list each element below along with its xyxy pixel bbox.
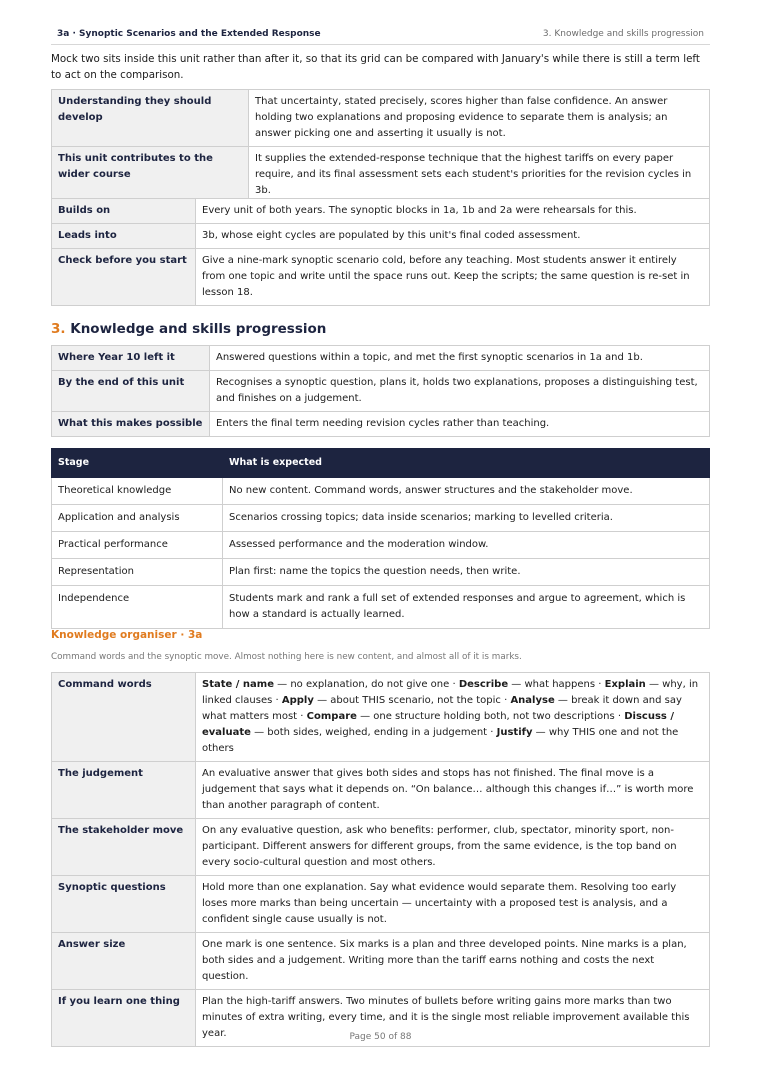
- intro-paragraph: Mock two sits inside this unit rather than after it, so that its grid can be compared with January's while there is still a term left to act on the comparison.: [51, 53, 700, 81]
- separator: ·: [297, 711, 307, 722]
- separator: ·: [595, 679, 605, 690]
- expected-cell: Scenarios crossing topics; data inside scenarios; marking to levelled criteria.: [223, 505, 710, 532]
- table-row: [52, 586, 710, 629]
- command-word-def: — what happens: [508, 679, 596, 690]
- stage-cell: Independence: [52, 586, 223, 629]
- table-row: [52, 224, 710, 249]
- row-label: Check before you start: [52, 249, 196, 306]
- row-text: Give a nine-mark synoptic scenario cold, before any teaching. Most students answer it entirely from one topic and write until the space runs out. Keep the scripts; the same question is re-set in lesson 18.: [196, 249, 710, 306]
- row-text: Hold more than one explanation. Say what evidence would separate them. Resolving too early loses more marks than being uncertain — uncertainty with a proposed test is analysis, and a confident single cause usually is not.: [196, 876, 710, 933]
- stage-cell: Application and analysis: [52, 505, 223, 532]
- row-label: Answer size: [52, 933, 196, 990]
- running-head: [51, 27, 710, 45]
- separator: ·: [614, 711, 625, 722]
- command-word-def: — one structure holding both, not two descriptions: [356, 711, 615, 722]
- table-row: [52, 819, 710, 876]
- row-label: The stakeholder move: [52, 819, 196, 876]
- row-text: That uncertainty, stated precisely, scores higher than false confidence. An answer holding two explanations and proposing evidence to separate them is analysis; an answer picking one and asserting it usually is not.: [249, 90, 710, 147]
- column-header-expected: What is expected: [223, 449, 710, 478]
- running-head-section: 3. Knowledge and skills progression: [542, 29, 704, 39]
- section-title-text: Knowledge and skills progression: [70, 321, 327, 337]
- table-row: [52, 346, 710, 371]
- command-word-term: Compare: [306, 711, 357, 722]
- row-text: Recognises a synoptic question, plans it, holds two explanations, proposes a distinguishing test, and finishes on a judgement.: [210, 371, 710, 412]
- table-row: [52, 673, 710, 762]
- stages-table: [51, 448, 710, 629]
- table-header-row: [52, 449, 710, 478]
- table-row: [52, 762, 710, 819]
- command-word-term: Describe: [458, 679, 509, 690]
- stage-cell: Representation: [52, 559, 223, 586]
- expected-cell: Students mark and rank a full set of extended responses and argue to agreement, which is how a standard is actually learned.: [223, 586, 710, 629]
- table-row: [52, 412, 710, 437]
- row-label: Synoptic questions: [52, 876, 196, 933]
- row-label: What this makes possible: [52, 412, 210, 437]
- command-word-def: — why THIS one and not the others: [202, 727, 679, 754]
- row-label: Understanding they should develop: [52, 90, 249, 147]
- row-label: The judgement: [52, 762, 196, 819]
- row-label: This unit contributes to the wider course: [52, 147, 249, 204]
- knowledge-organiser-table: [51, 672, 710, 1047]
- row-text: On any evaluative question, ask who benefits: performer, club, spectator, minority sport, non-participant. Different answers for different groups, from the same evidence, is the top band on every socio-cultural question and most others.: [196, 819, 710, 876]
- context-table: [51, 89, 710, 204]
- running-head-unit: 3a · Synoptic Scenarios and the Extended Response: [57, 29, 321, 39]
- table-row: [52, 90, 710, 147]
- knowledge-organiser-title: Knowledge organiser · 3a: [51, 629, 203, 641]
- section-number: 3.: [51, 321, 66, 337]
- command-word-term: State / name: [202, 679, 274, 690]
- row-label: By the end of this unit: [52, 371, 210, 412]
- row-label: Command words: [52, 673, 196, 762]
- row-text: 3b, whose eight cycles are populated by this unit's final coded assessment.: [196, 224, 710, 249]
- command-word-term: Discuss / evaluate: [202, 711, 674, 738]
- section-heading: [51, 321, 326, 337]
- row-text: It supplies the extended-response technique that the highest tariffs on every paper require, and its final assessment sets each student's priorities for the revision cycles in 3b.: [249, 147, 710, 204]
- table-row: [52, 199, 710, 224]
- command-word-def: — no explanation, do not give one: [273, 679, 450, 690]
- table-row: [52, 478, 710, 505]
- command-word-def: — about THIS scenario, not the topic: [313, 695, 501, 706]
- command-word-term: Analyse: [510, 695, 555, 706]
- table-row: [52, 371, 710, 412]
- command-word-def: — break it down and say what matters most: [202, 695, 682, 722]
- expected-cell: Assessed performance and the moderation window.: [223, 532, 710, 559]
- page-number: Page 50 of 88: [349, 1032, 412, 1042]
- knowledge-organiser-subtitle: Command words and the synoptic move. Almost nothing here is new content, and almost all of it is marks.: [51, 652, 522, 662]
- command-word-term: Explain: [604, 679, 646, 690]
- expected-cell: No new content. Command words, answer structures and the stakeholder move.: [223, 478, 710, 505]
- separator: ·: [272, 695, 282, 706]
- command-word-def: — both sides, weighed, ending in a judgement: [250, 727, 488, 738]
- table-row: [52, 559, 710, 586]
- expected-cell: Plan first: name the topics the question needs, then write.: [223, 559, 710, 586]
- table-row: [52, 147, 710, 204]
- column-header-stage: Stage: [52, 449, 223, 478]
- separator: ·: [500, 695, 511, 706]
- row-text: One mark is one sentence. Six marks is a plan and three developed points. Nine marks is a plan, both sides and a judgement. Writing more than the tariff earns nothing and costs the next question.: [196, 933, 710, 990]
- row-text: An evaluative answer that gives both sides and stops has not finished. The final move is a judgement that says what it depends on. “On balance… although this changes if…” is worth more than another paragraph of content.: [196, 762, 710, 819]
- row-label: Leads into: [52, 224, 196, 249]
- row-label: Builds on: [52, 199, 196, 224]
- progression-table: [51, 345, 710, 437]
- separator: ·: [487, 727, 497, 738]
- command-word-term: Apply: [281, 695, 314, 706]
- table-row: [52, 933, 710, 990]
- command-words-cell: [196, 673, 710, 762]
- row-text: Plan the high-tariff answers. Two minutes of bullets before writing gains more marks than two minutes of extra writing, every time, and it is the single most reliable improvement available this year.: [196, 990, 710, 1047]
- links-table: [51, 198, 710, 306]
- command-word-term: Justify: [496, 727, 533, 738]
- command-word-def: — why, in linked clauses: [202, 679, 699, 706]
- stage-cell: Theoretical knowledge: [52, 478, 223, 505]
- table-row: [52, 505, 710, 532]
- row-text: Enters the final term needing revision cycles rather than teaching.: [210, 412, 710, 437]
- row-text: Answered questions within a topic, and met the first synoptic scenarios in 1a and 1b.: [210, 346, 710, 371]
- stage-cell: Practical performance: [52, 532, 223, 559]
- table-row: [52, 876, 710, 933]
- separator: ·: [449, 679, 459, 690]
- row-text: Every unit of both years. The synoptic blocks in 1a, 1b and 2a were rehearsals for this.: [196, 199, 710, 224]
- row-label: If you learn one thing: [52, 990, 196, 1047]
- row-label: Where Year 10 left it: [52, 346, 210, 371]
- table-row: [52, 532, 710, 559]
- table-row: [52, 249, 710, 306]
